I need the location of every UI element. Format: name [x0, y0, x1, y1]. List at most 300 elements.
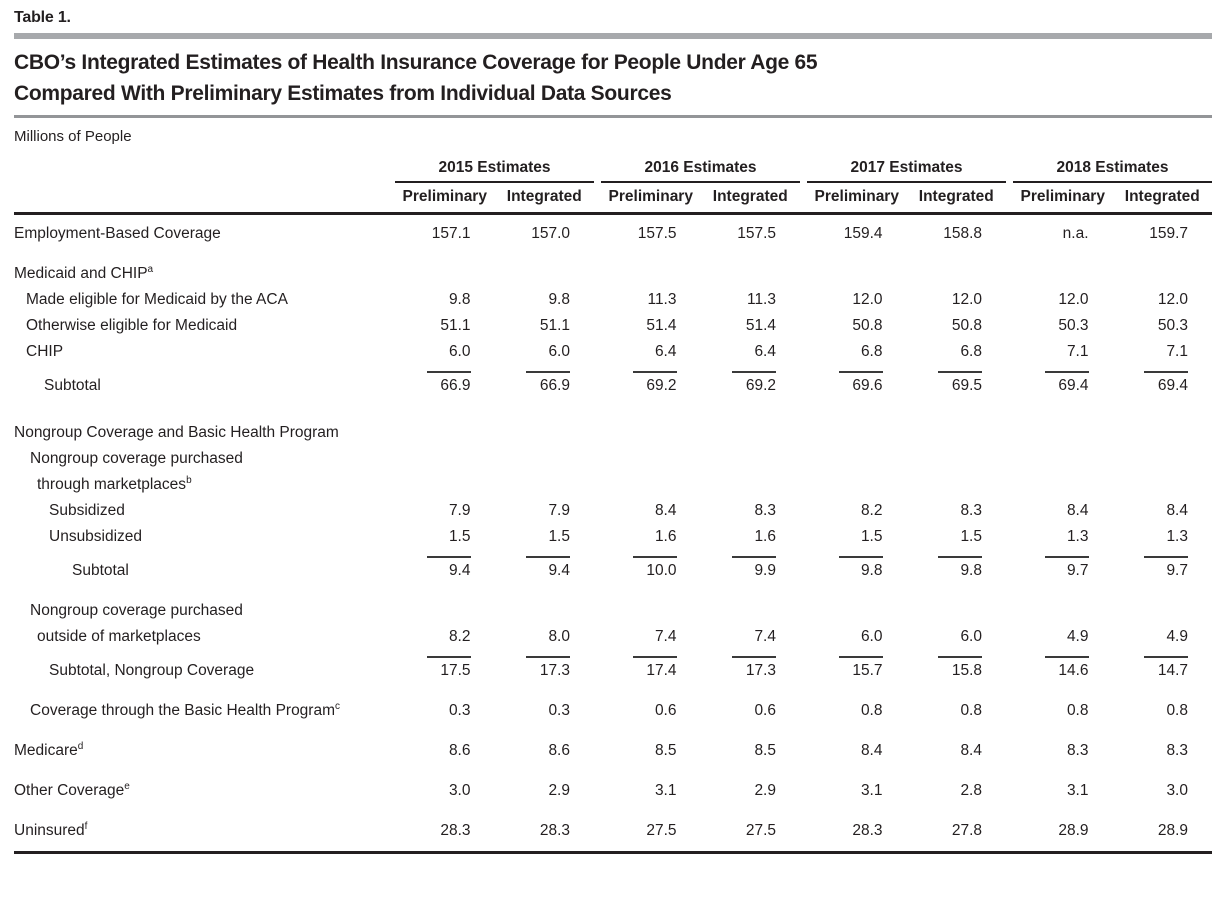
value-group — [1013, 221, 1212, 247]
value: 8.0 — [526, 624, 570, 658]
value-cell — [601, 738, 701, 764]
units-label: Millions of People — [14, 128, 132, 145]
value-cell — [1113, 373, 1213, 399]
row-label — [14, 738, 388, 764]
value-cell — [601, 339, 701, 373]
value-cell — [807, 738, 907, 764]
row-label — [14, 498, 388, 524]
value-cell — [601, 698, 701, 724]
value-cell — [701, 658, 801, 684]
value: 9.7 — [1166, 562, 1188, 579]
value-cell — [395, 498, 495, 524]
value: 159.7 — [1149, 225, 1188, 242]
value-cell — [495, 738, 595, 764]
value-group — [395, 339, 594, 373]
column-subhead: Preliminary — [608, 188, 693, 205]
value-cell — [701, 698, 801, 724]
row-label-line: Otherwise eligible for Medicaid — [26, 317, 238, 334]
row-label-line: Made eligible for Medicaid by the ACA — [26, 291, 288, 308]
value: 28.9 — [1058, 822, 1089, 839]
row-label — [14, 558, 388, 584]
row-label-line: Medicare$^d$ — [14, 740, 84, 759]
column-subheads-row — [14, 188, 1212, 206]
column-subheads-group — [601, 188, 800, 206]
table-row — [14, 778, 1212, 804]
value: 14.7 — [1157, 662, 1188, 679]
value: 50.3 — [1058, 317, 1089, 334]
row-label — [14, 287, 388, 313]
table-row — [14, 818, 1212, 844]
value-group — [601, 658, 800, 684]
value: 157.5 — [637, 225, 677, 242]
value-group — [807, 373, 1006, 399]
value: 157.0 — [531, 225, 570, 242]
value-group — [807, 558, 1006, 584]
value-cell — [1113, 221, 1213, 247]
value: 0.3 — [548, 702, 570, 719]
table-title-line-1: CBO’s Integrated Estimates of Health Insurance Coverage for People Under Age 65 — [14, 51, 818, 74]
value: 17.3 — [745, 662, 776, 679]
footnote-marker: c — [335, 700, 340, 712]
value-cell — [701, 287, 801, 313]
value-group — [395, 658, 594, 684]
value-cell — [495, 313, 595, 339]
divider-bar-top — [14, 33, 1212, 39]
value-cell — [1013, 818, 1113, 844]
value: 6.0 — [427, 339, 471, 373]
value-cell — [807, 778, 907, 804]
value-cell — [395, 339, 495, 373]
value-group — [601, 558, 800, 584]
table-row — [14, 446, 1212, 498]
value-cell — [1113, 624, 1213, 658]
value-cell — [395, 524, 495, 558]
footnote-marker: e — [124, 780, 130, 792]
value-group — [807, 818, 1006, 844]
value-group — [395, 373, 594, 399]
value: 8.3 — [754, 502, 776, 519]
value: 28.3 — [539, 822, 570, 839]
value: 11.3 — [746, 291, 776, 308]
value: 8.5 — [754, 742, 776, 759]
value: 8.6 — [448, 742, 471, 759]
value-group — [1013, 287, 1212, 313]
value-cell — [807, 524, 907, 558]
value: 1.5 — [526, 524, 570, 558]
column-subhead: Integrated — [712, 188, 788, 205]
column-subhead: Preliminary — [814, 188, 899, 205]
value-group — [1013, 498, 1212, 524]
row-label — [14, 524, 388, 558]
row-label-line: through marketplaces$^b$ — [37, 474, 192, 493]
value-group — [1013, 373, 1212, 399]
value-group — [601, 287, 800, 313]
footnote-marker: d — [77, 740, 84, 752]
value: 7.4 — [732, 624, 776, 658]
value-cell — [1013, 313, 1113, 339]
value: 9.8 — [860, 562, 883, 579]
value-cell — [701, 738, 801, 764]
value-cell — [395, 287, 495, 313]
value: 51.1 — [539, 317, 570, 334]
value-group — [395, 558, 594, 584]
row-label — [14, 261, 388, 287]
value-cell — [701, 373, 801, 399]
row-label-line: Unsubsidized — [49, 528, 143, 545]
value: 6.8 — [839, 339, 883, 373]
value: 157.1 — [431, 225, 471, 242]
value-cell — [495, 524, 595, 558]
value-cell — [701, 221, 801, 247]
value-group — [395, 498, 594, 524]
value: 50.8 — [951, 317, 982, 334]
value-group — [1013, 558, 1212, 584]
value-cell — [601, 818, 701, 844]
table-row — [14, 598, 1212, 658]
value: 6.4 — [732, 339, 776, 373]
row-label — [14, 698, 388, 724]
value: 6.0 — [839, 624, 883, 658]
value: 12.0 — [1157, 291, 1188, 308]
value: 0.3 — [448, 702, 471, 719]
value-cell — [1013, 221, 1113, 247]
value-cell — [907, 658, 1007, 684]
value-group — [601, 698, 800, 724]
column-subheads-group — [807, 188, 1006, 206]
value-cell — [701, 313, 801, 339]
table-row — [14, 558, 1212, 584]
value: 1.5 — [427, 524, 471, 558]
value-cell — [495, 373, 595, 399]
value-cell — [701, 339, 801, 373]
value-group — [1013, 778, 1212, 804]
value-group — [395, 287, 594, 313]
value-cell — [907, 698, 1007, 724]
value: 28.3 — [440, 822, 471, 839]
table-row — [14, 524, 1212, 558]
value: 9.4 — [448, 562, 471, 579]
value-cell — [495, 698, 595, 724]
row-label — [14, 658, 388, 684]
value-cell — [907, 778, 1007, 804]
row-label — [14, 221, 388, 247]
value: 0.8 — [1066, 702, 1089, 719]
value: 3.0 — [1166, 782, 1188, 799]
table-row — [14, 221, 1212, 247]
value-cell — [701, 624, 801, 658]
value-cell — [807, 624, 907, 658]
column-subheads-group — [395, 188, 594, 206]
value-cell — [395, 658, 495, 684]
value: 51.4 — [646, 317, 677, 334]
value: 8.3 — [960, 502, 982, 519]
value-cell — [907, 339, 1007, 373]
value: 4.9 — [1144, 624, 1188, 658]
row-label — [14, 778, 388, 804]
value-group — [807, 221, 1006, 247]
value-cell — [1113, 698, 1213, 724]
value-cell — [1013, 339, 1113, 373]
value-cell — [495, 778, 595, 804]
table-body — [14, 221, 1212, 844]
row-label — [14, 373, 388, 399]
value: 1.6 — [633, 524, 677, 558]
value-cell — [495, 658, 595, 684]
value: 1.5 — [938, 524, 982, 558]
row-label-line: Coverage through the Basic Health Program$^c$ — [30, 700, 340, 719]
value-group — [1013, 624, 1212, 658]
value-group — [601, 524, 800, 558]
value: 8.2 — [860, 502, 883, 519]
value-cell — [807, 698, 907, 724]
table-row — [14, 261, 1212, 287]
value: 8.4 — [860, 742, 883, 759]
value: 9.8 — [548, 291, 570, 308]
value: 7.1 — [1144, 339, 1188, 373]
value: 50.8 — [852, 317, 883, 334]
value-cell — [1013, 658, 1113, 684]
value: 2.9 — [754, 782, 776, 799]
table-row — [14, 287, 1212, 313]
value-cell — [907, 373, 1007, 399]
value: 4.9 — [1045, 624, 1089, 658]
value: 158.8 — [943, 225, 982, 242]
value-cell — [495, 818, 595, 844]
value: 8.4 — [1066, 502, 1089, 519]
value: 8.6 — [548, 742, 570, 759]
value-cell — [395, 624, 495, 658]
value: 7.4 — [633, 624, 677, 658]
value-cell — [1013, 558, 1113, 584]
value: 2.8 — [960, 782, 982, 799]
value-group — [395, 818, 594, 844]
value-cell — [601, 558, 701, 584]
value: 8.2 — [427, 624, 471, 658]
table-row — [14, 698, 1212, 724]
value-cell — [601, 373, 701, 399]
table-title-line-2: Compared With Preliminary Estimates from Individual Data Sources — [14, 82, 672, 105]
value-cell — [601, 624, 701, 658]
value-group — [395, 624, 594, 658]
value-group — [807, 658, 1006, 684]
value: 51.4 — [745, 317, 776, 334]
table-row — [14, 498, 1212, 524]
table-row — [14, 339, 1212, 373]
value-cell — [907, 221, 1007, 247]
value: 0.8 — [1166, 702, 1188, 719]
value-group — [395, 778, 594, 804]
column-subhead: Preliminary — [1020, 188, 1105, 205]
value: 6.8 — [938, 339, 982, 373]
value: 66.9 — [440, 377, 471, 394]
value: 69.6 — [852, 377, 883, 394]
value-cell — [701, 558, 801, 584]
value: 7.9 — [448, 502, 471, 519]
row-label-line: Subsidized — [49, 502, 125, 519]
value: 1.5 — [839, 524, 883, 558]
table-row — [14, 658, 1212, 684]
value-group — [1013, 818, 1212, 844]
value-group — [1013, 658, 1212, 684]
value: 17.5 — [440, 662, 471, 679]
value-cell — [1113, 524, 1213, 558]
value: 69.5 — [951, 377, 982, 394]
row-label-line: Nongroup coverage purchased — [30, 602, 243, 619]
value-cell — [1113, 778, 1213, 804]
value: 0.6 — [654, 702, 677, 719]
value: 8.3 — [1066, 742, 1089, 759]
value: 50.3 — [1157, 317, 1188, 334]
value-cell — [601, 658, 701, 684]
value-group — [601, 498, 800, 524]
value-cell — [601, 498, 701, 524]
value-cell — [807, 339, 907, 373]
value-cell — [1113, 558, 1213, 584]
row-label — [14, 339, 388, 373]
column-group-header: 2016 Estimates — [601, 159, 800, 183]
value-group — [807, 524, 1006, 558]
value-group — [395, 313, 594, 339]
value: 7.9 — [548, 502, 570, 519]
row-label — [14, 818, 388, 844]
row-label — [14, 420, 388, 446]
value-group — [601, 221, 800, 247]
row-label-line: Nongroup coverage purchased — [30, 450, 243, 467]
table-number-label: Table 1. — [14, 9, 71, 26]
value-cell — [1013, 738, 1113, 764]
value: 12.0 — [951, 291, 982, 308]
column-group-header: 2017 Estimates — [807, 159, 1006, 183]
row-label-line: Employment-Based Coverage — [14, 225, 221, 242]
value: 3.1 — [1066, 782, 1089, 799]
row-label-line: Other Coverage$^e$ — [14, 780, 130, 799]
value: 14.6 — [1058, 662, 1089, 679]
table-row — [14, 313, 1212, 339]
value: 2.9 — [548, 782, 570, 799]
value-cell — [807, 498, 907, 524]
value: 28.3 — [852, 822, 883, 839]
value: 66.9 — [539, 377, 570, 394]
value-cell — [907, 738, 1007, 764]
value-cell — [395, 778, 495, 804]
column-subhead: Integrated — [918, 188, 994, 205]
row-label-line: Uninsured$^f$ — [14, 820, 88, 839]
value-cell — [395, 818, 495, 844]
value: 8.4 — [654, 502, 677, 519]
value-cell — [395, 221, 495, 247]
value-group — [601, 373, 800, 399]
value-cell — [907, 498, 1007, 524]
value-cell — [395, 738, 495, 764]
value: 12.0 — [1058, 291, 1089, 308]
value-cell — [495, 287, 595, 313]
value-cell — [495, 558, 595, 584]
row-label-line: Subtotal — [72, 562, 129, 579]
value: 8.3 — [1166, 742, 1188, 759]
value: 6.0 — [526, 339, 570, 373]
value: 9.4 — [548, 562, 570, 579]
value-group — [1013, 698, 1212, 724]
value: n.a. — [1062, 225, 1089, 242]
value: 7.1 — [1045, 339, 1089, 373]
value-cell — [495, 339, 595, 373]
column-subhead: Integrated — [1124, 188, 1200, 205]
value-group — [395, 698, 594, 724]
column-group-header: 2015 Estimates — [395, 159, 594, 183]
value-cell — [701, 818, 801, 844]
column-subheads-group — [1013, 188, 1212, 206]
row-label-line: Medicaid and CHIP$^a$ — [14, 263, 154, 282]
value-group — [601, 339, 800, 373]
value: 0.8 — [960, 702, 982, 719]
row-label-line: outside of marketplaces — [37, 628, 201, 645]
value-cell — [907, 558, 1007, 584]
value: 69.2 — [646, 377, 677, 394]
value-group — [807, 698, 1006, 724]
value-cell — [1013, 287, 1113, 313]
value-cell — [601, 221, 701, 247]
value-cell — [1013, 698, 1113, 724]
value-cell — [495, 498, 595, 524]
value-cell — [495, 624, 595, 658]
value-group — [601, 778, 800, 804]
value-cell — [395, 313, 495, 339]
value: 9.8 — [448, 291, 471, 308]
value: 51.1 — [440, 317, 471, 334]
value-cell — [1113, 738, 1213, 764]
value-cell — [395, 558, 495, 584]
value-group — [601, 818, 800, 844]
value: 3.0 — [448, 782, 471, 799]
value-cell — [1013, 373, 1113, 399]
value-cell — [1013, 624, 1113, 658]
value-cell — [1113, 498, 1213, 524]
column-groups-row — [14, 159, 1212, 183]
column-subhead: Preliminary — [402, 188, 487, 205]
table-bottom-rule — [14, 851, 1212, 854]
value: 28.9 — [1157, 822, 1188, 839]
value-cell — [701, 498, 801, 524]
value-group — [395, 524, 594, 558]
value: 8.5 — [654, 742, 677, 759]
value-cell — [907, 287, 1007, 313]
value-cell — [807, 287, 907, 313]
value-group — [807, 313, 1006, 339]
value-cell — [1013, 524, 1113, 558]
value: 27.5 — [745, 822, 776, 839]
value-cell — [395, 698, 495, 724]
value: 157.5 — [737, 225, 776, 242]
value: 69.4 — [1157, 377, 1188, 394]
value-group — [807, 778, 1006, 804]
column-group-header: 2018 Estimates — [1013, 159, 1212, 183]
divider-bar-under-title — [14, 115, 1212, 118]
value-cell — [601, 287, 701, 313]
value-cell — [601, 313, 701, 339]
table-row — [14, 420, 1212, 446]
value-cell — [1113, 313, 1213, 339]
value-group — [601, 624, 800, 658]
value-group — [395, 221, 594, 247]
value-cell — [907, 624, 1007, 658]
table-title — [14, 47, 1212, 109]
value-cell — [807, 373, 907, 399]
row-label — [14, 313, 388, 339]
value-cell — [1013, 778, 1113, 804]
value-cell — [601, 778, 701, 804]
value: 69.4 — [1058, 377, 1089, 394]
value: 69.2 — [745, 377, 776, 394]
